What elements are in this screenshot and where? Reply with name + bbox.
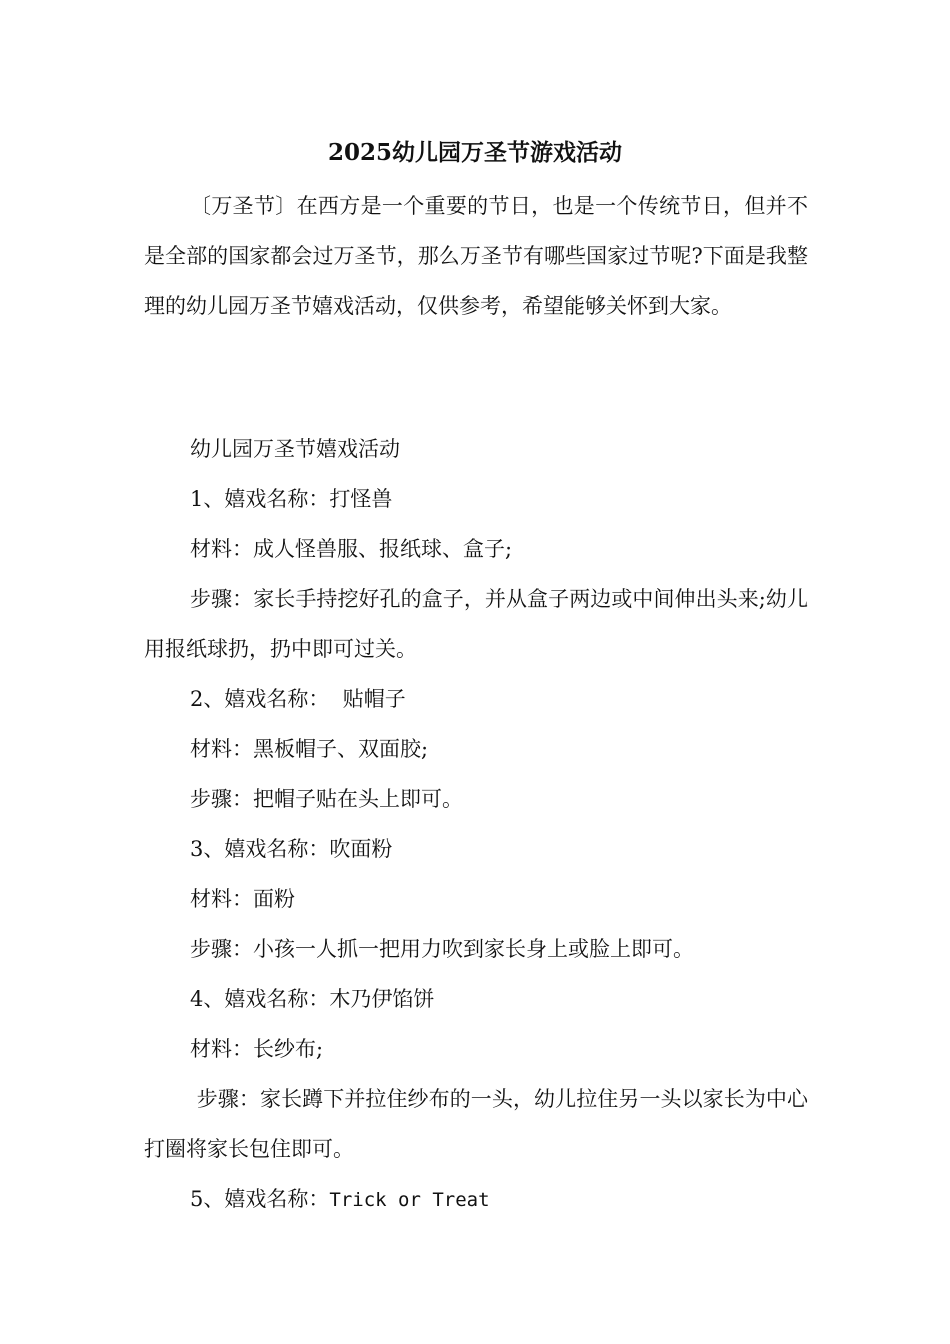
game-2-steps: 步骤：把帽子贴在头上即可。 [190,787,463,811]
game-2-materials: 材料：黑板帽子、双面胶; [190,737,429,761]
game-2-name: 2、嬉戏名称： 贴帽子 [190,687,406,711]
game-3-steps: 步骤：小孩一人抓一把用力吹到家长身上或脸上即可。 [190,937,694,961]
game-1-name: 1、嬉戏名称：打怪兽 [190,487,393,511]
game-4-name: 4、嬉戏名称：木乃伊馅饼 [190,987,435,1011]
game-5-name [144,1174,808,1225]
document-title: 2025幼儿园万圣节游戏活动 [327,139,622,166]
game-1-steps: 步骤：家长手持挖好孔的盒子，并从盒子两边或中间伸出头来;幼儿用报纸球扔，扔中即可过关。 [144,587,808,661]
game-5-name-value: Trick or Treat [329,1189,490,1211]
intro-paragraph: 〔万圣节〕在西方是一个重要的节日，也是一个传统节日，但并不是全部的国家都会过万圣节，那么万圣节有哪些国家过节呢?下面是我整理的幼儿园万圣节嬉戏活动，仅供参考，希望能够关怀到大家。 [144,194,808,318]
game-5-name-prefix: 5、嬉戏名称： [190,1187,330,1211]
section-heading: 幼儿园万圣节嬉戏活动 [190,437,400,461]
game-3-materials: 材料：面粉 [190,887,295,911]
game-4-materials: 材料：长纱布; [190,1037,324,1061]
document-body [144,424,808,1225]
game-4-steps: 步骤：家长蹲下并拉住纱布的一头，幼儿拉住另一头以家长为中心打圈将家长包住即可。 [144,1087,808,1161]
game-1-materials: 材料：成人怪兽服、报纸球、盒子; [190,537,513,561]
game-3-name: 3、嬉戏名称：吹面粉 [190,837,393,861]
